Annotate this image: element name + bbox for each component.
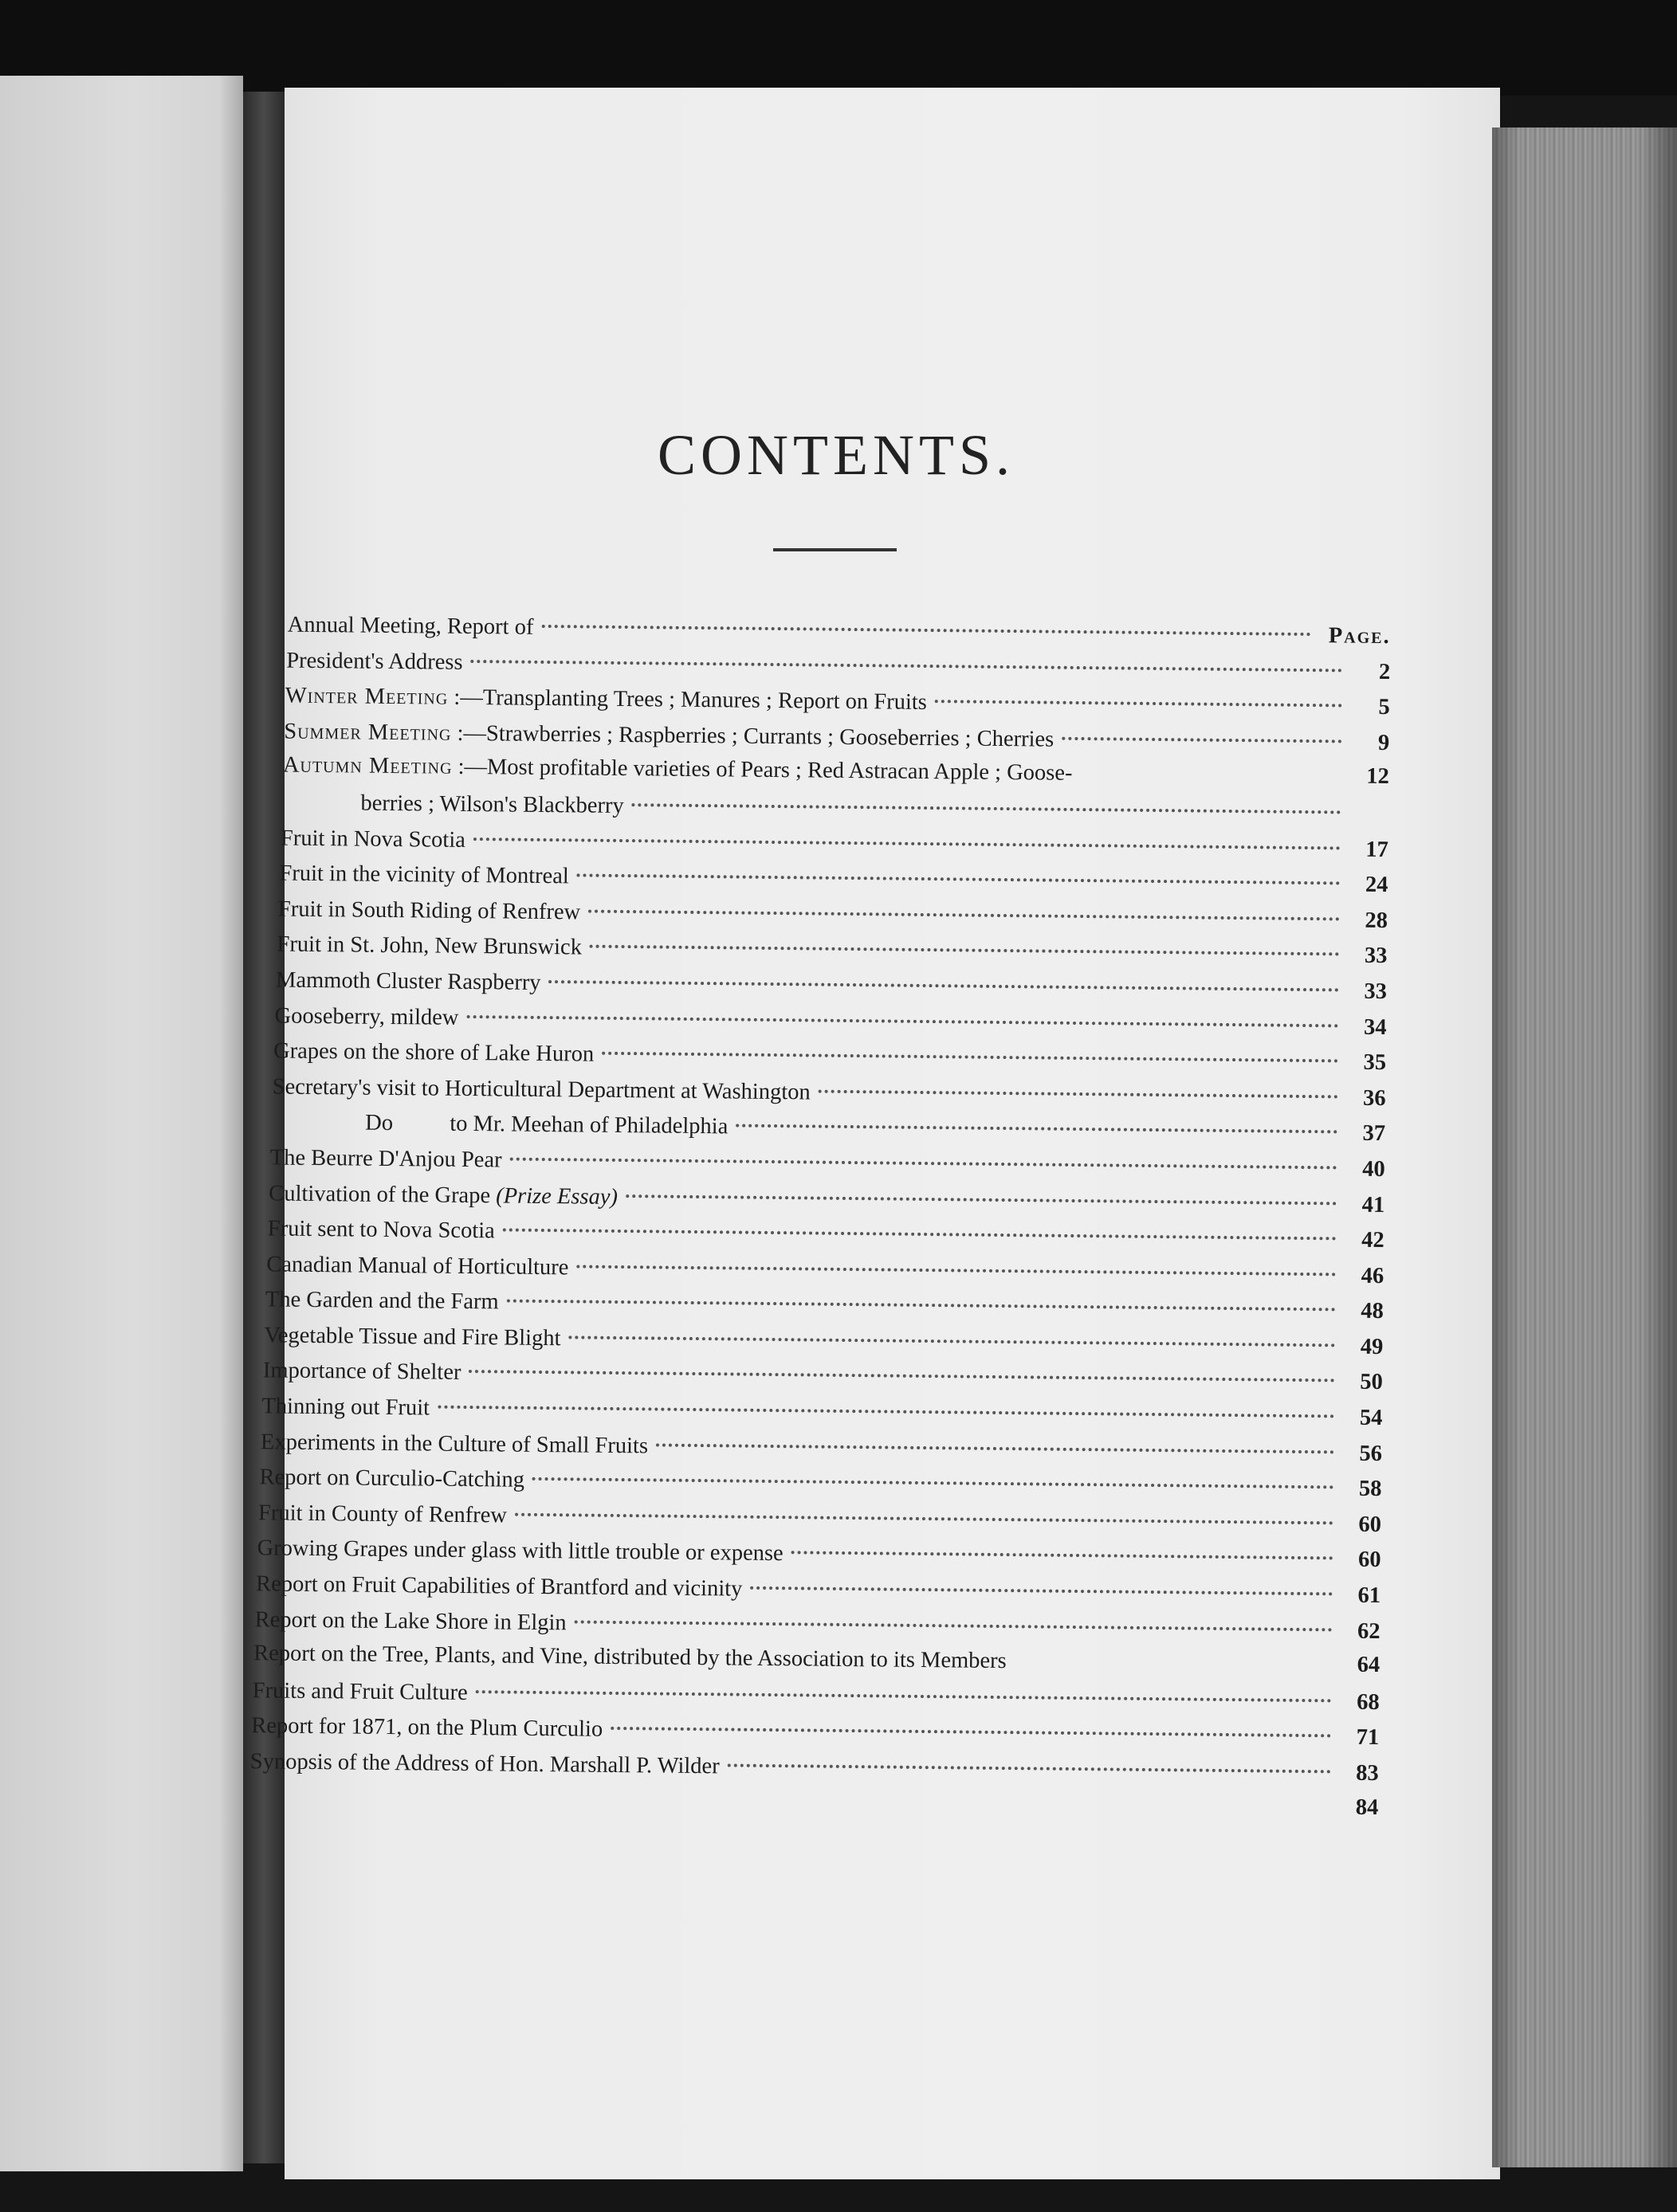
toc-entry-title: Report on Curculio-Catching — [259, 1465, 525, 1493]
toc-entry-page: 41 — [1361, 1192, 1385, 1218]
toc-entry-title: Fruit in Nova Scotia — [280, 826, 466, 853]
toc-entry-title: Experiments in the Culture of Small Fruits — [260, 1429, 649, 1459]
dot-leader — [750, 1564, 1333, 1596]
toc-entry-title: Grapes on the shore of Lake Huron — [273, 1038, 595, 1067]
dot-leader — [819, 1067, 1338, 1098]
toc-entry-page: 33 — [1364, 979, 1388, 1004]
entry-text: Cultivation of the Grape — [269, 1180, 491, 1208]
toc-entry-page: 40 — [1362, 1156, 1385, 1182]
toc-entry-page: 34 — [1363, 1014, 1387, 1040]
dot-leader — [935, 677, 1342, 707]
toc-entry-page: 58 — [1358, 1476, 1382, 1502]
spacer — [1007, 1668, 1340, 1671]
toc-entry-page: 84 — [1355, 1794, 1379, 1820]
section-topics: :—Most profitable varieties of Pears ; Red Astracan Apple ; Goose- — [458, 755, 1073, 786]
film-border-top — [0, 0, 1677, 96]
toc-entry-title: Report on Fruit Capabilities of Brantford and vicinity — [255, 1571, 743, 1602]
toc-entry-title: berries ; Wilson's Blackberry — [360, 790, 624, 818]
toc-entry-page: 28 — [1365, 908, 1388, 933]
dot-leader — [736, 1102, 1337, 1134]
toc-entry-title: Fruit sent to Nova Scotia — [267, 1216, 495, 1244]
prize-essay-note: (Prize Essay) — [496, 1182, 619, 1210]
toc-entry-title: Secretary's visit to Horticultural Department at Washington — [272, 1074, 811, 1105]
toc-entry-title: Fruits and Fruit Culture — [252, 1678, 468, 1705]
toc-entry-title: Vegetable Tissue and Fire Blight — [264, 1323, 561, 1351]
toc-entry-page: 54 — [1359, 1405, 1383, 1431]
toc-entry-title: Fruit in South Riding of Renfrew — [277, 896, 581, 925]
title-rule — [773, 548, 897, 551]
toc-entry-title: Report on the Lake Shore in Elgin — [254, 1606, 567, 1635]
toc-entry-title: Do to Mr. Meehan of Philadelphia — [365, 1110, 729, 1139]
toc-entry-page: 24 — [1365, 872, 1388, 898]
toc-entry-title: Annual Meeting, Report of — [287, 612, 534, 640]
toc-entry-title: Thinning out Fruit — [261, 1394, 430, 1421]
section-topics: :—Strawberries ; Raspberries ; Currants ; Gooseberries ; Cherries — [457, 720, 1055, 752]
toc-entry-page: 60 — [1358, 1512, 1382, 1537]
toc-entry-page: 68 — [1357, 1689, 1380, 1715]
toc-entry-title: Synopsis of the Address of Hon. Marshall P. Wilder — [249, 1749, 720, 1779]
toc-entry-page: 33 — [1364, 943, 1388, 969]
toc-entry-title: Gooseberry, mildew — [274, 1002, 459, 1030]
toc-entry-page: 2 — [1378, 659, 1391, 684]
toc-entry-page: 61 — [1357, 1583, 1381, 1609]
toc-entry-title: Canadian Manual of Horticulture — [266, 1252, 569, 1281]
toc-entry-page — [1349, 821, 1388, 822]
section-name: Summer Meeting — [284, 719, 452, 746]
toc-entry-title: Mammoth Cluster Raspberry — [275, 967, 541, 995]
toc-entry-title: Report for 1871, on the Plum Curculio — [251, 1713, 603, 1743]
toc-entry-title: Fruit in County of Renfrew — [257, 1500, 508, 1528]
toc-entry-page: 36 — [1362, 1085, 1386, 1111]
section-topics: :—Transplanting Trees ; Manures ; Report on Fruits — [454, 684, 928, 716]
toc-entry-title: Fruit in St. John, New Brunswick — [277, 931, 583, 960]
toc-entry-page: 9 — [1377, 730, 1390, 755]
toc-entry-page: 12 — [1366, 764, 1389, 790]
toc-entry-title: President's Address — [286, 648, 463, 675]
toc-entry-page: 35 — [1363, 1049, 1387, 1076]
toc-entry-page: 71 — [1356, 1725, 1380, 1751]
section-name: Autumn Meeting — [282, 752, 453, 780]
toc-entry-title: The Beurre D'Anjou Pear — [269, 1145, 502, 1173]
spacer — [249, 1802, 1338, 1814]
page-title: CONTENTS. — [658, 423, 1015, 487]
toc-entry-page: 17 — [1365, 837, 1389, 862]
section-name: Winter Meeting — [285, 683, 449, 710]
page-column-header: Page. — [1328, 623, 1391, 649]
facing-page-left — [0, 76, 243, 2171]
dot-leader — [728, 1741, 1331, 1773]
toc-entry-title: Growing Grapes under glass with little trouble or expense — [257, 1535, 784, 1567]
toc-entry-page: 37 — [1362, 1121, 1386, 1147]
toc-entry-page: 50 — [1360, 1370, 1384, 1395]
toc-entry-page: 56 — [1359, 1441, 1383, 1466]
toc-entry-page: 62 — [1357, 1618, 1380, 1644]
toc-entry-title: Importance of Shelter — [262, 1358, 461, 1386]
toc-entry-page: 48 — [1361, 1299, 1384, 1324]
toc-entry-page: 83 — [1356, 1760, 1379, 1786]
toc-entry-title: Report on the Tree, Plants, and Vine, distributed by the Association to its Members — [253, 1641, 1007, 1674]
dot-leader — [1062, 715, 1341, 743]
toc-entry-title: The Garden and the Farm — [265, 1287, 499, 1315]
toc-entry-page: 49 — [1360, 1334, 1384, 1359]
toc-entry-page: 64 — [1357, 1652, 1380, 1678]
toc-entry-page: 42 — [1361, 1227, 1384, 1253]
toc-entry-title: Fruit in the vicinity of Montreal — [279, 861, 569, 889]
spacer — [1072, 780, 1349, 783]
dot-leader — [791, 1529, 1333, 1560]
table-of-contents — [230, 606, 1391, 1826]
toc-entry-page: 46 — [1361, 1263, 1384, 1288]
toc-entry-page: 60 — [1357, 1547, 1381, 1573]
toc-entry-page: 5 — [1378, 695, 1390, 720]
